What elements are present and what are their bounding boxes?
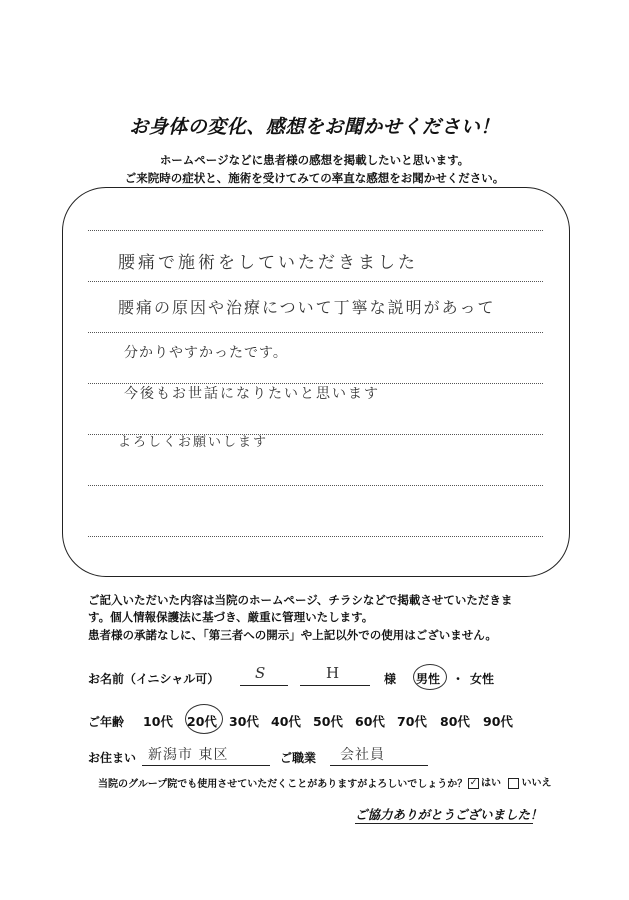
gender-male-option[interactable]: 男性 [416, 672, 441, 686]
consent-no-label: いいえ [521, 778, 552, 789]
job-underline [330, 765, 428, 766]
writing-rule [88, 281, 543, 282]
consent-question: 当院のグループ院でも使用させていただくことがありますがよろしいでしょうか？ [98, 779, 468, 790]
age-option-70s[interactable]: 70代 [397, 714, 427, 729]
testimonial-line: 腰痛で施術をしていただきました [118, 253, 418, 273]
job-field[interactable]: 会社員 [340, 747, 385, 763]
address-label: お住まい [88, 751, 137, 765]
notice-line-2: す。個人情報保護法に基づき、厳重に管理いたします。 [88, 610, 374, 624]
gender-female-option[interactable]: 女性 [470, 672, 495, 686]
consent-options [468, 774, 551, 789]
job-label: ご職業 [280, 751, 317, 765]
testimonial-line: 今後もお世話になりたいと思います [124, 386, 380, 402]
testimonial-line: 分かりやすかったです。 [124, 345, 288, 361]
age-option-50s[interactable]: 50代 [313, 714, 343, 729]
writing-rule [88, 536, 543, 537]
consent-no-checkbox[interactable] [508, 778, 519, 789]
age-option-40s[interactable]: 40代 [271, 714, 301, 729]
consent-yes-checkbox[interactable]: ✓ [469, 777, 478, 788]
consent-yes-label: はい [481, 778, 501, 789]
age-option-80s[interactable]: 80代 [440, 714, 470, 729]
page-title: お身体の変化、感想をお聞かせください！ [129, 116, 500, 138]
thanks-underline [355, 823, 533, 824]
initial-2-field[interactable]: H [326, 664, 343, 682]
intro-line-2: ご来院時の症状と、施術を受けてみての率直な感想をお聞かせください。 [124, 171, 505, 185]
notice-line-3: 患者様の承諾なしに、「第三者への開示」や上記以外での使用はございません。 [88, 628, 497, 642]
address-underline [142, 765, 270, 766]
notice-line-1: ご記入いただいた内容は当院のホームページ、チラシなどで掲載させていただきま [88, 593, 513, 607]
writing-rule [88, 230, 543, 231]
initial-2-underline [300, 685, 370, 686]
age-option-30s[interactable]: 30代 [229, 714, 259, 729]
sama-label: 様 [384, 672, 397, 686]
age-option-10s[interactable]: 10代 [143, 714, 173, 729]
age-option-60s[interactable]: 60代 [355, 714, 385, 729]
thanks-message: ご協力ありがとうございました！ [355, 807, 543, 822]
intro-line-1: ホームページなどに患者様の感想を掲載したいと思います。 [159, 153, 470, 167]
gender-separator: ・ [452, 672, 465, 686]
age-option-20s[interactable]: 20代 [187, 714, 217, 729]
age-option-90s[interactable]: 90代 [483, 714, 513, 729]
address-field[interactable]: 新潟市 東区 [148, 747, 229, 763]
writing-rule [88, 485, 543, 486]
name-label: お名前（イニシャル可） [88, 672, 220, 686]
writing-rule [88, 332, 543, 333]
testimonial-box [62, 187, 570, 577]
testimonial-line: よろしくお願いします [118, 435, 269, 450]
initial-1-underline [240, 685, 288, 686]
age-label: ご年齢 [88, 715, 125, 729]
initial-1-field[interactable]: S [255, 664, 269, 682]
testimonial-line: 腰痛の原因や治療について丁寧な説明があって [118, 298, 496, 317]
